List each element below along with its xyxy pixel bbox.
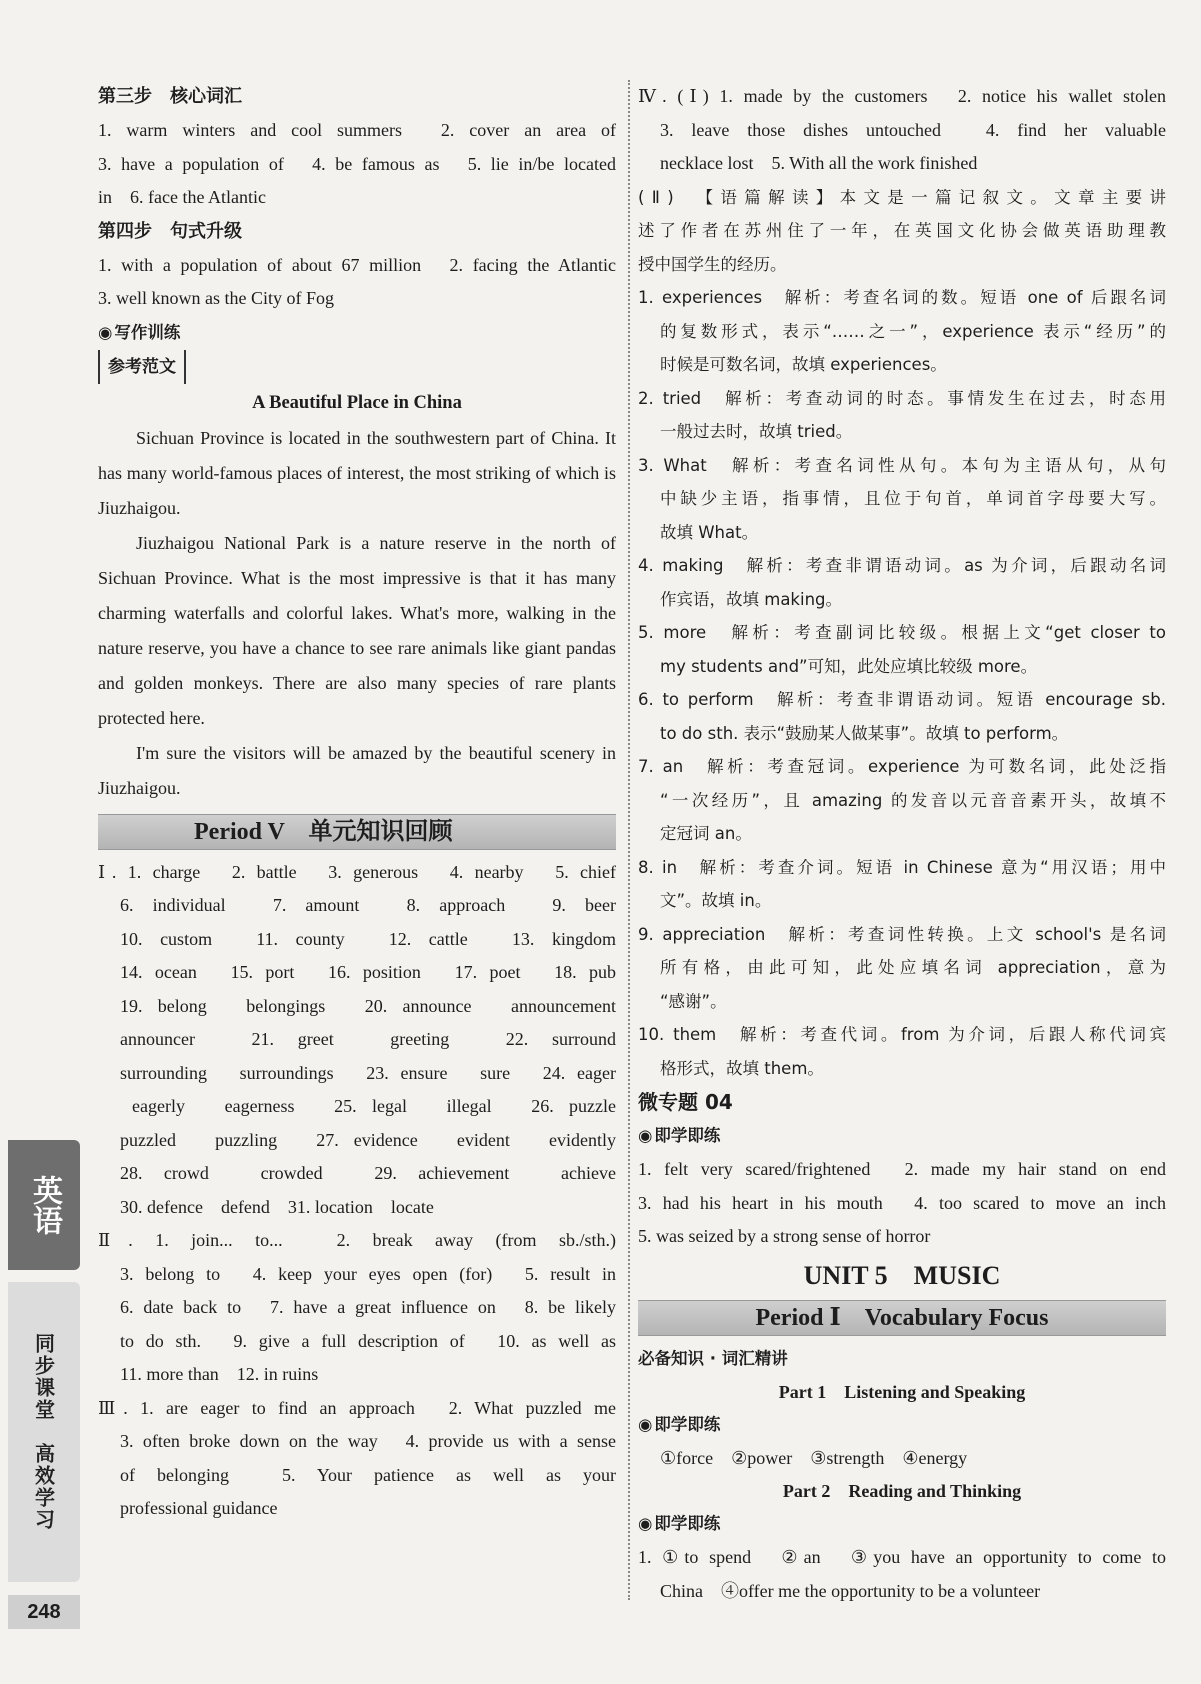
answer-line: 7. an 解析：考查冠词。experience 为可数名词，此处泛指 <box>638 757 1166 776</box>
answer-line: 所有格，由此可知，此处应填名词 appreciation，意为 <box>660 958 1166 977</box>
part3-line: Ⅲ. 1. are eager to find an approach 2. What puzzled me <box>98 1397 616 1418</box>
part2-line: 3. belong to 4. keep your eyes open (for) 5. result in <box>120 1263 616 1284</box>
essay-title: A Beautiful Place in China <box>252 392 462 413</box>
part1-line: 28. crowd crowded 29. achievement achieve <box>120 1163 616 1183</box>
answer-line: 3. What 解析：考查名词性从句。本句为主语从句，从句 <box>638 455 1166 475</box>
micro-line: 3. had his heart in his mouth 4. too scared to move an inch <box>638 1192 1166 1213</box>
part1-answer: ①force ②power ③strength ④energy <box>660 1447 968 1468</box>
part1-line: 19. belong belongings 20. announce announcement <box>120 995 616 1016</box>
essay-paragraph: Sichuan Province is located in the southwestern part of China. It has many world-famous places of interest, the most striking of which is Jiuzhaigou. <box>98 427 616 518</box>
answer-item <box>638 382 1166 449</box>
answer-line: 1. experiences 解析：考查名词的数。短语 one of 后跟名词 <box>638 288 1166 307</box>
step4-line: 1. with a population of about 67 million 2. facing the Atlantic <box>98 254 616 275</box>
answer-line: 10. them 解析：考查代词。from 为介词，后跟人称代词宾 <box>638 1025 1166 1044</box>
answer-line: 文”。故填 in。 <box>660 891 772 910</box>
answer-line: 6. to perform 解析：考查非谓语动词。短语 encourage sb. <box>638 690 1166 709</box>
part4-line: 3. leave those dishes untouched 4. find her valuable <box>660 119 1166 140</box>
practice-label: ◉ 即学即练 <box>638 1119 1166 1153</box>
answer-line: 作宾语，故填 making。 <box>660 589 842 609</box>
part3-line: of belonging 5. Your patience as well as your <box>120 1464 616 1485</box>
part1-line: 6. individual 7. amount 8. approach 9. beer <box>120 895 616 915</box>
answer-item <box>638 750 1166 851</box>
sample-label: 参考范文 <box>98 350 186 384</box>
part1-title: Part 1 Listening and Speaking <box>778 1381 1026 1402</box>
part2-line: Ⅱ. 1. join... to... 2. break away (from sb./sth.) <box>98 1230 616 1250</box>
answer-line: 2. tried 解析：考查动词的时态。事情发生在过去，时态用 <box>638 388 1166 408</box>
micro-title: 微专题 04 <box>638 1090 733 1114</box>
answer-line: “一次经历”，且 amazing 的发音以元音音素开头，故填不 <box>660 790 1166 810</box>
part4-line: necklace lost 5. With all the work finished <box>660 153 978 173</box>
step4-line: 3. well known as the City of Fog <box>98 288 334 308</box>
period5-title: Period V 单元知识回顾 <box>98 814 616 850</box>
part1-line: 10. custom 11. county 12. cattle 13. kingdom <box>120 928 616 949</box>
step4-title: 第四步 句式升级 <box>98 220 242 242</box>
step3-line: 1. warm winters and cool summers 2. cover an area of <box>98 120 616 140</box>
part2-title: Part 2 Reading and Thinking <box>782 1481 1022 1501</box>
answer-item <box>638 281 1166 382</box>
answer-item <box>638 449 1166 550</box>
answer-line: 时候是可数名词，故填 experiences。 <box>660 355 947 374</box>
answer-item <box>638 683 1166 750</box>
answer-item <box>638 851 1166 918</box>
answer-line: 的复数形式，表示“……之一”，experience 表示“经历”的 <box>660 321 1166 341</box>
answer-line: 格形式，故填 them。 <box>660 1058 824 1078</box>
part1-line: announcer 21. greet greeting 22. surround <box>120 1029 616 1049</box>
part1-line: eagerly eagerness 25. legal illegal 26. puzzle <box>132 1096 616 1116</box>
part2-line: China ④offer me the opportunity to be a volunteer <box>660 1580 1041 1601</box>
micro-line: 5. was seized by a strong sense of horror <box>638 1226 931 1246</box>
micro-line: 1. felt very scared/frightened 2. made my hair stand on end <box>638 1159 1166 1179</box>
part2-line: to do sth. 9. give a full description of 10. as well as <box>120 1330 616 1351</box>
step3-line: 3. have a population of 4. be famous as 5. lie in/be located <box>98 153 616 174</box>
part1-line: 14. ocean 15. port 16. position 17. poet 18. pub <box>120 962 616 982</box>
answer-line: 中缺少主语，指事情，且位于句首，单词首字母要大写。 <box>660 489 1166 508</box>
answer-item <box>638 616 1166 683</box>
step3-title: 第三步 核心词汇 <box>98 86 242 107</box>
answer-line: 一般过去时，故填 tried。 <box>660 422 853 441</box>
answer-line: 故填 What。 <box>660 522 759 542</box>
period1-title: Period Ⅰ Vocabulary Focus <box>638 1300 1166 1336</box>
book-tab: 同步课堂 高效学习 <box>8 1282 80 1582</box>
answer-line: my students and”可知，此处应填比较级 more。 <box>660 656 1038 676</box>
answer-item <box>638 1018 1166 1085</box>
part4b-line: 述了作者在苏州住了一年，在英国文化协会做英语助理教 <box>638 221 1166 240</box>
answer-line: to do sth. 表示“鼓励某人做某事”。故填 to perform。 <box>660 723 1069 743</box>
answer-line: 定冠词 an。 <box>660 824 752 843</box>
writing-label: ◉ 写作训练 <box>98 316 616 350</box>
essay-paragraph: Jiuzhaigou National Park is a nature reserve in the north of Sichuan Province. What is the most impressive is that it has many charming waterfalls and colorful lakes. What's more, walking in the nature reserve, you have a chance to see rare animals like giant pandas and golden monkeys. There are also many species of rare plants protected here. <box>98 532 616 728</box>
answer-line: 5. more 解析：考查副词比较级。根据上文“get closer to <box>638 623 1166 642</box>
answer-item <box>638 549 1166 616</box>
part1-line: Ⅰ. 1. charge 2. battle 3. generous 4. nearby 5. chief <box>98 861 616 882</box>
right-column <box>638 80 1166 1608</box>
part2-line: 11. more than 12. in ruins <box>120 1364 319 1384</box>
part4-line: Ⅳ. (Ⅰ) 1. made by the customers 2. notice his wallet stolen <box>638 86 1166 106</box>
answer-line: 8. in 解析：考查介词。短语 in Chinese 意为“用汉语；用中 <box>638 857 1166 877</box>
page-number: 248 <box>8 1595 80 1629</box>
answer-line: 9. appreciation 解析：考查词性转换。上文 school's 是名词 <box>638 924 1166 944</box>
unit-title: UNIT 5 MUSIC <box>803 1260 1001 1290</box>
part4b-line: (Ⅱ) 【语篇解读】本文是一篇记叙文。文章主要讲 <box>638 187 1166 207</box>
part1-line: surrounding surroundings 23. ensure sure 24. eager <box>120 1062 616 1083</box>
practice-label: ◉ 即学即练 <box>638 1408 1166 1442</box>
answer-item <box>638 918 1166 1019</box>
answer-line: 4. making 解析：考查非谓语动词。as 为介词，后跟动名词 <box>638 556 1166 575</box>
answer-line: “感谢”。 <box>660 991 727 1011</box>
essay-paragraph: I'm sure the visitors will be amazed by the beautiful scenery in Jiuzhaigou. <box>98 742 616 798</box>
part1-line: puzzled puzzling 27. evidence evident evidently <box>120 1129 616 1150</box>
left-column <box>98 80 616 1526</box>
step3-line: in 6. face the Atlantic <box>98 187 266 207</box>
practice-label: ◉ 即学即练 <box>638 1507 1166 1541</box>
part3-line: professional guidance <box>120 1498 278 1518</box>
part4b-line: 授中国学生的经历。 <box>638 254 787 274</box>
subject-tab: 英语 <box>8 1140 80 1270</box>
must-know-label: 必备知识 · 词汇精讲 <box>638 1348 788 1368</box>
part1-line: 30. defence defend 31. location locate <box>120 1196 434 1217</box>
part2-line: 6. date back to 7. have a great influence on 8. be likely <box>120 1297 616 1317</box>
part2-line: 1. ①to spend ②an ③you have an opportunity to come to <box>638 1547 1166 1567</box>
column-divider <box>628 80 630 1600</box>
part3-line: 3. often broke down on the way 4. provide us with a sense <box>120 1431 616 1451</box>
